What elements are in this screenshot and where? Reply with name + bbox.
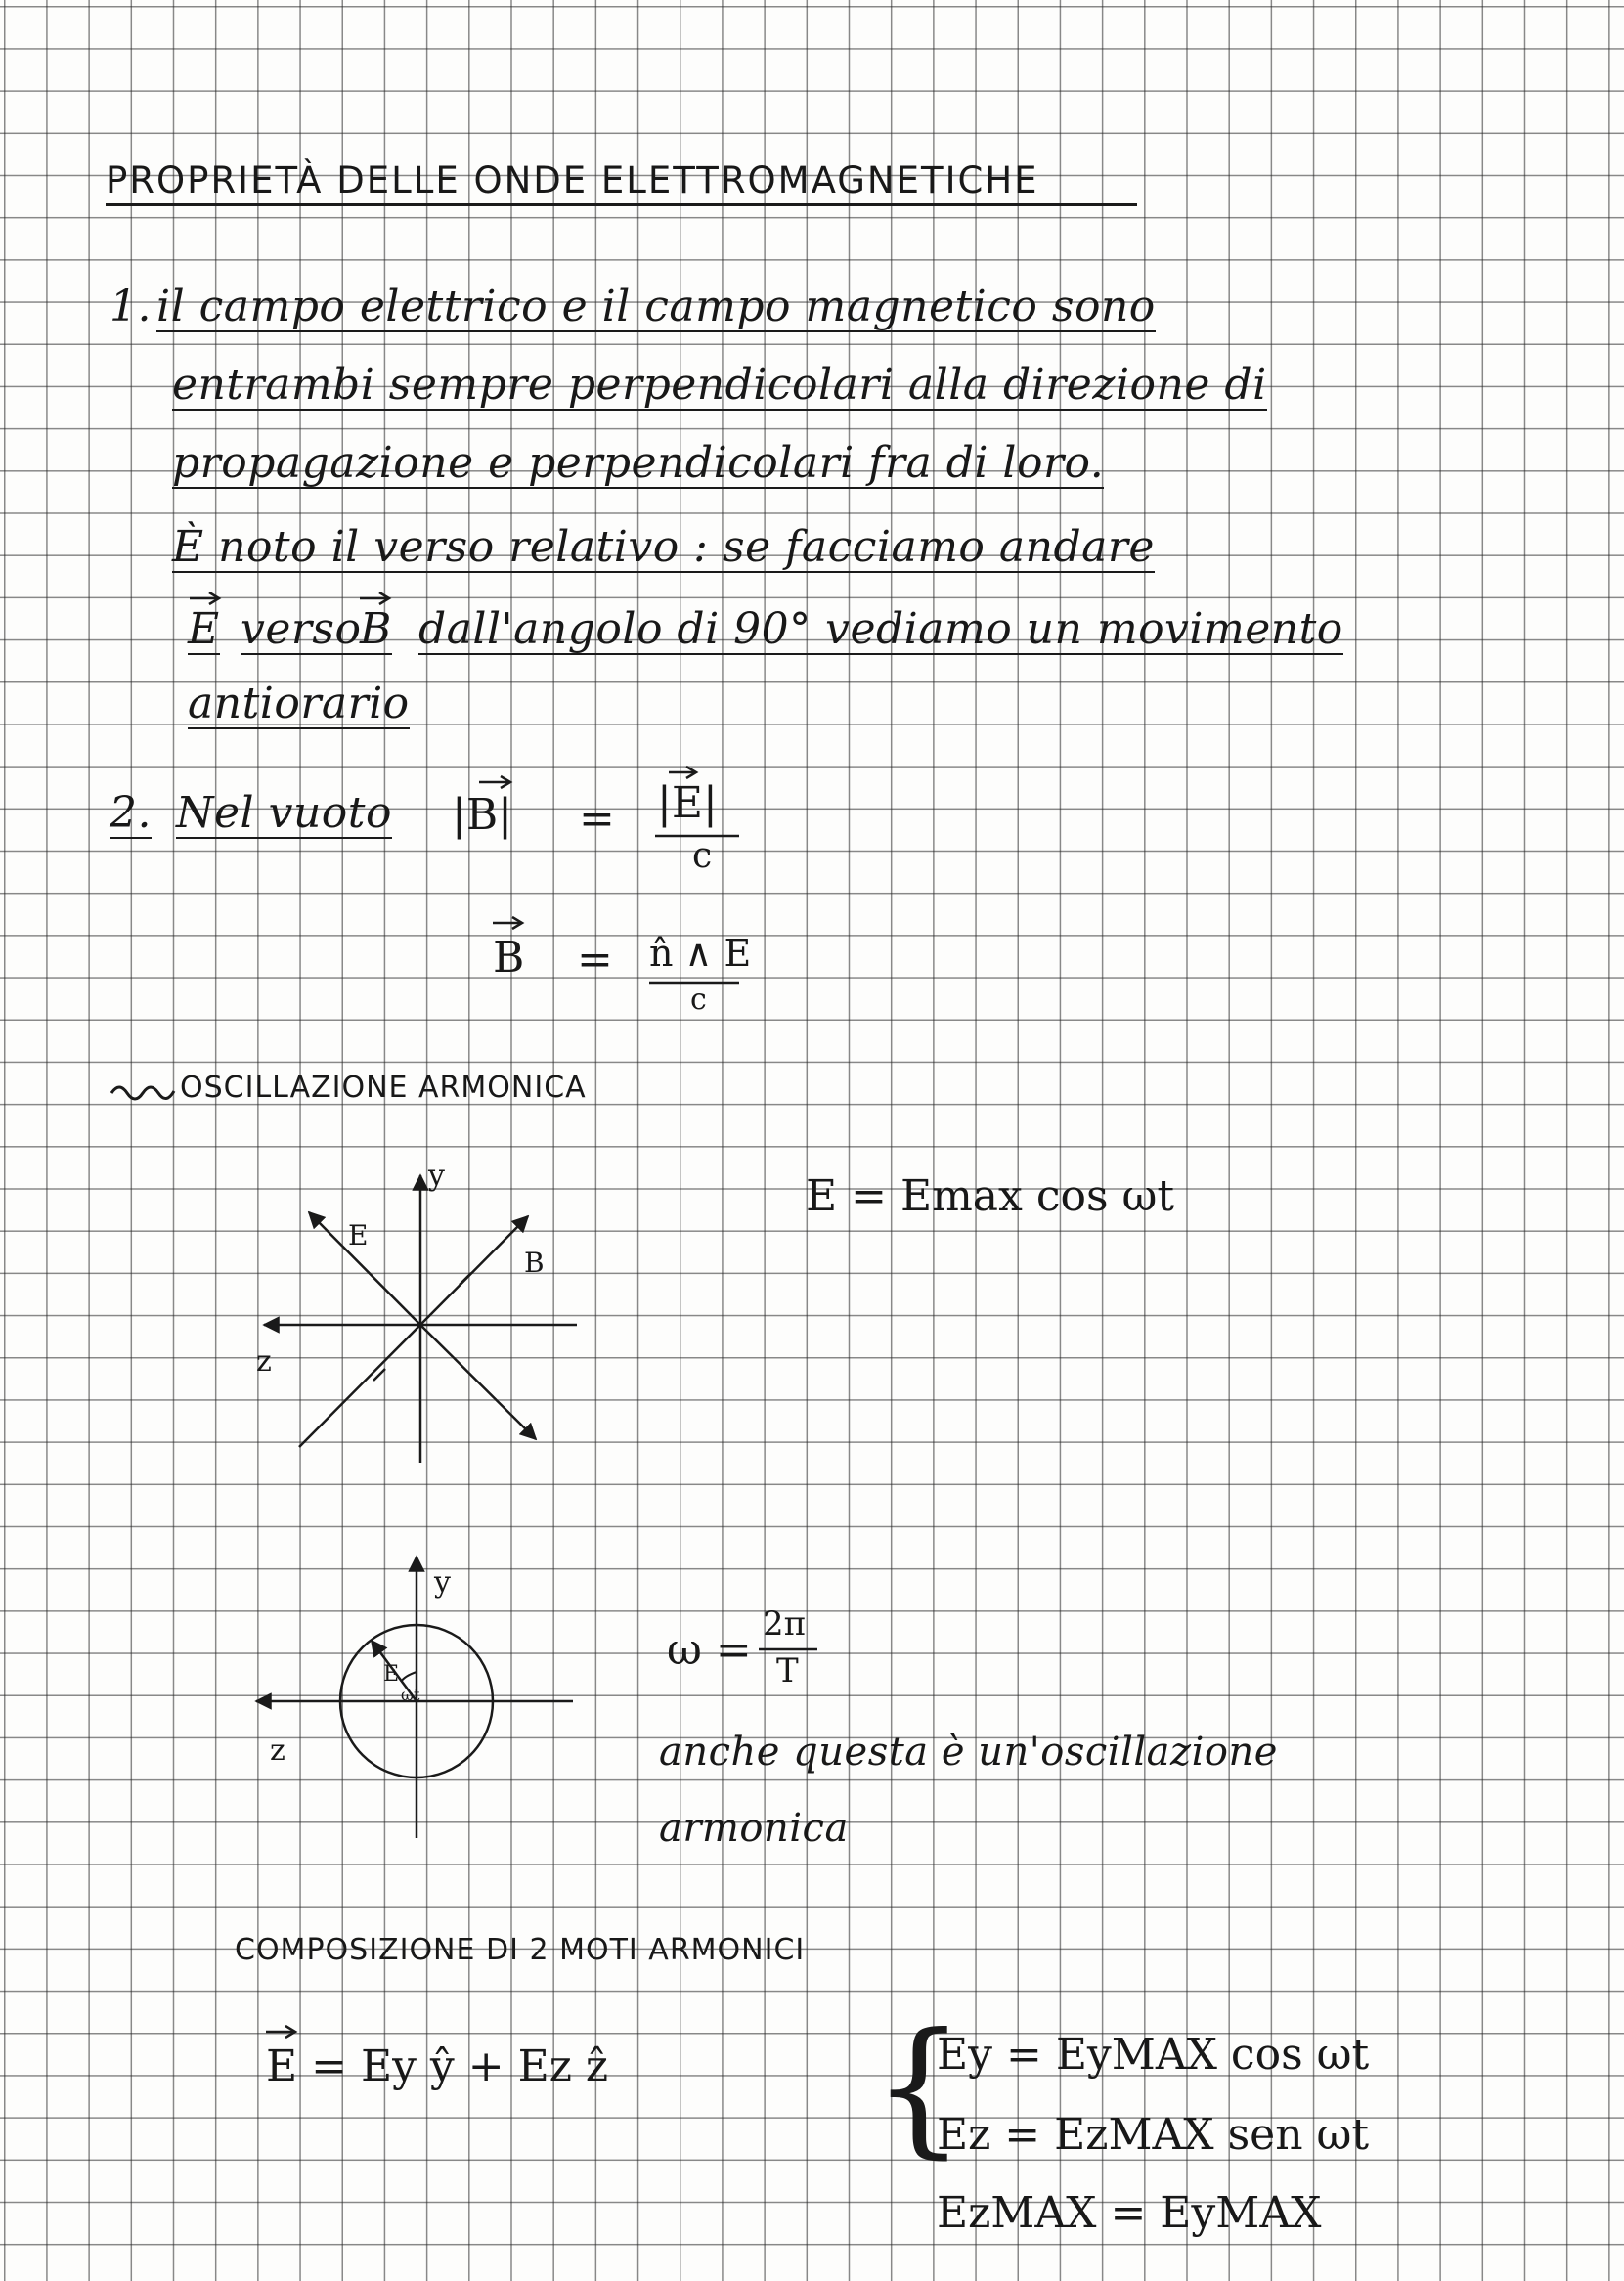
system-line-1: Ey = EyMAX cos ωt (937, 2030, 1370, 2080)
omega-numerator: 2π (763, 1604, 806, 1644)
eq2-denominator: c (690, 983, 707, 1017)
figure-em-wave-axes (244, 1154, 596, 1506)
item-number-1: 1. (110, 282, 152, 331)
p1-line-4: È noto il verso relativo : se facciamo andare (172, 522, 1155, 572)
vector-arrow-icon (188, 591, 227, 604)
vector-arrow-icon (358, 591, 397, 604)
system-brace: { (872, 2002, 966, 2172)
vector-arrow-icon (264, 2024, 303, 2038)
vector-arrow-icon (491, 915, 530, 929)
p1-vector-e: E (188, 604, 220, 654)
p1-line-1: il campo elettrico e il campo magnetico sono (156, 282, 1156, 331)
fig2-y-label: y (434, 1565, 451, 1600)
figure-rotating-vector (250, 1545, 602, 1858)
fig1-e-label: E (348, 1219, 369, 1251)
eq1-equals: = (579, 794, 615, 844)
eq2-equals: = (577, 935, 613, 985)
vacuum-label: Nel vuoto (176, 788, 392, 838)
omega-lhs: ω = (667, 1625, 752, 1675)
section2-text-1: anche questa è un'oscillazione (659, 1730, 1278, 1775)
scribble-mark (110, 1079, 178, 1103)
system-line-2: Ez = EzMAX sen ωt (937, 2110, 1370, 2160)
vector-arrow-icon (460, 772, 753, 788)
p1-line-3: propagazione e perpendicolari fra di loro. (172, 438, 1105, 488)
fig1-y-label: y (428, 1159, 445, 1193)
section-oscillazione-title: OSCILLAZIONE ARMONICA (180, 1071, 587, 1105)
harmonic-formula: E = Emax cos ωt (806, 1171, 1175, 1221)
p1-line-6: antiorario (188, 679, 410, 728)
omega-denominator: T (776, 1651, 799, 1690)
fig2-vector-label: E (383, 1662, 400, 1687)
eq1-denominator: c (692, 836, 713, 876)
fig1-b-label: B (524, 1247, 545, 1279)
eq1-numerator: |E| (657, 778, 718, 828)
eq1-lhs: |B| (452, 790, 512, 840)
section2-text-2: armonica (659, 1806, 849, 1851)
composition-equation: E = Ey ŷ + Ez ẑ (266, 2041, 609, 2091)
system-line-3: EzMAX = EyMAX (937, 2188, 1322, 2238)
p1-word-verso: verso (241, 604, 362, 654)
fig2-angle-label: ωt (401, 1686, 420, 1704)
section-composizione-title: COMPOSIZIONE DI 2 MOTI ARMONICI (235, 1933, 806, 1967)
eq2-lhs: B (493, 933, 525, 983)
fig1-z-label: z (256, 1344, 272, 1379)
item-number-2: 2. (110, 788, 152, 838)
eq2-numerator: n̂ ∧ E (649, 932, 752, 975)
fig2-z-label: z (270, 1733, 285, 1768)
p1-line-5: dall'angolo di 90° vediamo un movimento (418, 604, 1343, 654)
page-title: PROPRIETÀ DELLE ONDE ELETTROMAGNETICHE (106, 159, 1039, 201)
title-underline (106, 203, 1137, 206)
p1-vector-b: B (360, 604, 392, 654)
p1-line-2: entrambi sempre perpendicolari alla direzione di (172, 360, 1267, 410)
